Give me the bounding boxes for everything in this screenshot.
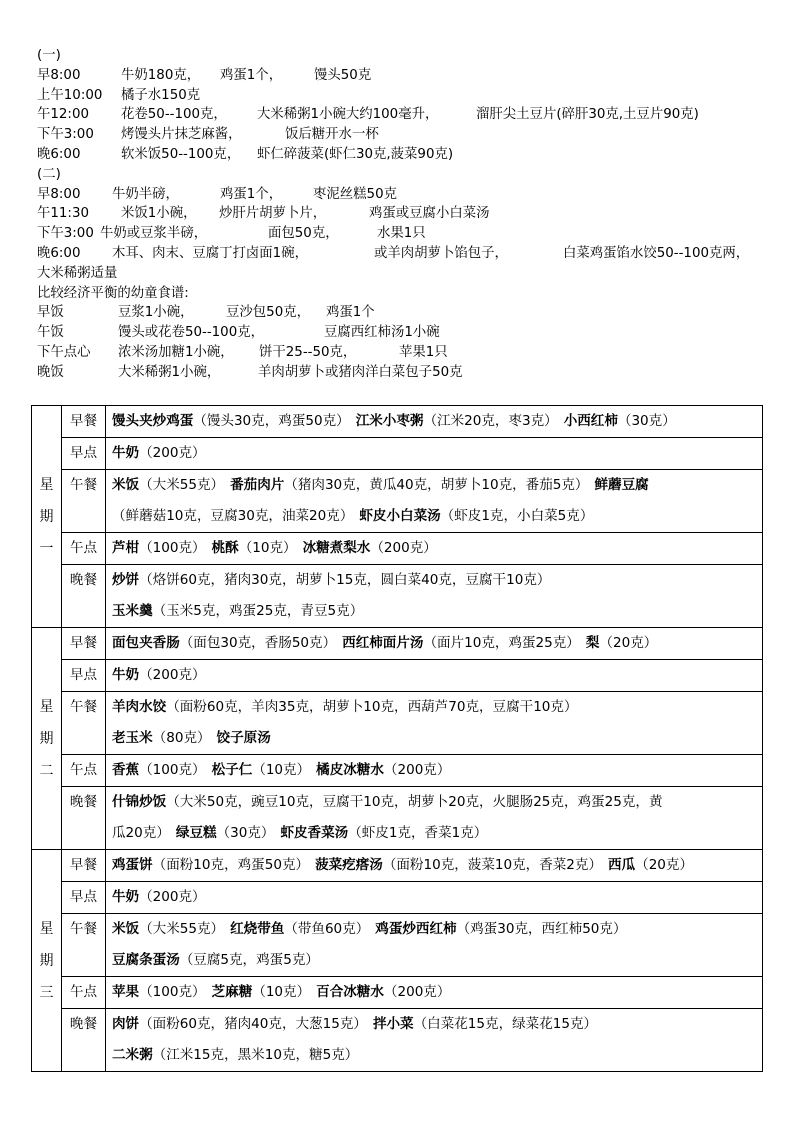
dish: [112, 477, 224, 493]
day-label-char: 期: [39, 730, 54, 747]
meal-type-label: 晚餐: [69, 794, 98, 810]
menu-cell: [106, 470, 763, 533]
meal-type-label: 早餐: [69, 413, 98, 429]
dish-ingredients: （面粉10克，菠菜10克，香菜2克）: [382, 857, 603, 873]
day-label-char: 星: [39, 920, 54, 937]
plan-time: 晚饭: [37, 364, 64, 380]
plan-row: [37, 363, 777, 383]
table-row: [32, 850, 763, 882]
plan-time: 下午3:00: [37, 127, 94, 143]
dish-name: 什锦炒饭: [112, 794, 167, 810]
dish: [112, 699, 578, 715]
dish-name: 百合冰糖水: [316, 984, 384, 1000]
dish: [112, 952, 319, 968]
menu-cell: [106, 406, 763, 438]
dish-ingredients: （带鱼60克）: [284, 921, 370, 937]
plan-item: 枣泥丝糕50克: [313, 186, 397, 202]
dish-ingredients: （200克）: [383, 762, 451, 778]
plan-row: [37, 303, 777, 323]
dish-name: 冰糖煮梨水: [302, 540, 371, 556]
dish-name: 虾皮香菜汤: [280, 825, 349, 841]
dish-name: 江米小枣粥: [355, 413, 424, 429]
dish-name: 拌小菜: [372, 1016, 414, 1032]
plan-row: [37, 323, 777, 343]
plan-row: [37, 105, 777, 125]
day-cell: [32, 406, 62, 628]
dish-ingredients: （烙饼60克，猪肉30克，胡萝卜15克，圆白菜40克，豆腐干10克）: [139, 572, 551, 588]
table-row: [32, 692, 763, 755]
dish: [564, 413, 676, 429]
dish-ingredients: （面粉60克，猪肉40克，大葱15克）: [139, 1016, 367, 1032]
menu-line: [112, 596, 762, 627]
dish-ingredients: （江米20克，枣3克）: [423, 413, 558, 429]
table-row: [32, 565, 763, 628]
dish: [342, 635, 580, 651]
menu-line: [112, 565, 762, 596]
dish: [212, 762, 311, 778]
plan-item: 羊肉胡萝卜或猪肉洋白菜包子50克: [258, 364, 463, 380]
menu-line: [112, 882, 762, 913]
dish-ingredients: （江米15克，黑米10克，糖5克）: [152, 1047, 359, 1063]
dish: [316, 762, 450, 778]
dish: [112, 825, 170, 841]
dish-name: 松子仁: [211, 762, 253, 778]
dish-name: 西瓜: [608, 857, 636, 873]
plan-time: 午12:00: [37, 107, 89, 123]
dish-ingredients: （200克）: [383, 984, 451, 1000]
menu-cell: [106, 660, 763, 692]
menu-line: [112, 850, 762, 881]
menu-line: [112, 628, 762, 659]
dish-ingredients: （面粉60克，羊肉35克，胡萝卜10克，西葫芦70克，豆腐干10克）: [166, 699, 578, 715]
day-label-char: 期: [39, 508, 54, 525]
plan-item: 牛奶半磅，: [112, 186, 179, 202]
table-row: [32, 470, 763, 533]
menu-cell: [106, 628, 763, 660]
dish: [112, 1047, 358, 1063]
dish-ingredients: （30克）: [216, 825, 275, 841]
day-label-char: 星: [39, 476, 54, 493]
plan-row: [37, 185, 777, 205]
dish-ingredients: （大米55克）: [139, 477, 225, 493]
dish-ingredients: （100克）: [139, 540, 206, 556]
meal-type-cell: [62, 438, 106, 470]
table-row: [32, 977, 763, 1009]
dish: [112, 857, 309, 873]
dish: [112, 445, 206, 461]
dish: [356, 413, 558, 429]
plan-item: 烤馒头片抹芝麻酱，: [121, 127, 242, 143]
dish-ingredients: （200克）: [139, 445, 206, 461]
dish: [608, 857, 693, 873]
meal-type-label: 早点: [69, 445, 98, 461]
plan-time: 午饭: [37, 325, 64, 341]
menu-line: [112, 501, 762, 532]
meal-type-cell: [62, 977, 106, 1009]
dish-ingredients: 瓜20克）: [112, 825, 170, 841]
plan-item: 水果1只: [377, 226, 426, 242]
dish: [280, 825, 487, 841]
plan-item: 鸡蛋或豆腐小白菜汤: [369, 206, 490, 222]
dish-name: 菠菜疙瘩汤: [315, 857, 383, 873]
dish-ingredients: （面包30克，香肠50克）: [179, 635, 337, 651]
menu-line: [112, 470, 762, 501]
table-row: [32, 533, 763, 565]
plan-item: 白菜鸡蛋馅水饺50--100克两，: [563, 245, 750, 261]
dish-name: 牛奶: [112, 667, 140, 683]
table-row: [32, 1009, 763, 1072]
dish-ingredients: （面粉10克，鸡蛋50克）: [152, 857, 310, 873]
dish-ingredients: （30克）: [617, 413, 676, 429]
plan-time: 早8:00: [37, 186, 81, 202]
plan-time: 晚6:00: [37, 245, 81, 261]
table-row: [32, 787, 763, 850]
dish-ingredients: （虾皮1克，小白菜5克）: [440, 508, 594, 524]
dish-name: 豆腐条蛋汤: [112, 952, 180, 968]
meal-type-label: 晚餐: [69, 1016, 98, 1032]
dish-ingredients: （80克）: [152, 730, 211, 746]
meal-type-cell: [62, 533, 106, 565]
dish-ingredients: （200克）: [139, 667, 206, 683]
dish-name: 小西红柿: [563, 413, 618, 429]
plan-time: 下午点心: [37, 344, 91, 360]
meal-type-label: 早餐: [69, 857, 98, 873]
economy-heading: [37, 284, 777, 304]
plan-row: [37, 125, 777, 145]
dish-name: 牛奶: [112, 889, 140, 905]
meal-type-cell: [62, 470, 106, 533]
dish-name: 鸡蛋炒西红柿: [375, 921, 457, 937]
menu-cell: [106, 692, 763, 755]
dish: [594, 477, 648, 493]
menu-line: [112, 977, 762, 1008]
dish-name: 香蕉: [112, 762, 140, 778]
meal-type-label: 早点: [69, 667, 98, 683]
dish: [212, 984, 311, 1000]
plan-row: [37, 145, 777, 165]
plan-item: 软米饭50--100克，: [121, 146, 241, 162]
dish: [112, 1016, 367, 1032]
plan-time: 早饭: [37, 305, 64, 321]
dish: [586, 635, 657, 651]
plan-item: 大米稀粥1小碗大约100毫升，: [257, 107, 439, 123]
dish-name: 面包夹香肠: [112, 635, 180, 651]
menu-line: [112, 818, 762, 849]
dish-ingredients: （10克）: [238, 540, 297, 556]
meal-type-label: 晚餐: [69, 572, 98, 588]
table-row: [32, 882, 763, 914]
menu-line: [112, 914, 762, 945]
plan2-heading: [37, 165, 777, 185]
dish-name: 肉饼: [112, 1016, 140, 1032]
plan-item: 馒头或花卷50--100克，: [118, 325, 264, 341]
dish-name: 炒饼: [112, 572, 140, 588]
meal-type-cell: [62, 692, 106, 755]
menu-cell: [106, 1009, 763, 1072]
plan-item: 花卷50--100克，: [121, 107, 227, 123]
plan-item: 牛奶或豆浆半磅，: [100, 226, 208, 242]
day-label-char: 一: [39, 540, 54, 557]
dish-ingredients: （豆腐5克，鸡蛋5克）: [179, 952, 319, 968]
table-row: [32, 660, 763, 692]
plan-item: 豆腐西红柿汤1小碗: [324, 325, 440, 341]
menu-line: [112, 787, 762, 818]
menu-cell: [106, 914, 763, 977]
plan-heading: 比较经济平衡的幼童食谱:: [37, 285, 189, 301]
plan-item: 浓米汤加糖1小碗，: [118, 344, 234, 360]
dish-name: 米饭: [112, 477, 140, 493]
dish-name: 鲜蘑豆腐: [594, 477, 649, 493]
meal-type-label: 午点: [69, 762, 98, 778]
table-row: [32, 755, 763, 787]
dish: [217, 730, 271, 746]
dish-name: 芦柑: [112, 540, 140, 556]
dish: [359, 508, 593, 524]
plan-row: [37, 224, 777, 244]
dish-name: 二米粥: [112, 1047, 153, 1063]
dish-ingredients: （20克）: [635, 857, 694, 873]
dish: [112, 508, 353, 524]
dish-ingredients: （200克）: [139, 889, 206, 905]
plan-item: 米饭1小碗，: [121, 206, 197, 222]
dish: [112, 413, 350, 429]
plan-item: 溜肝尖土豆片(碎肝30克,土豆片90克): [476, 107, 699, 123]
plan-row: [37, 244, 777, 264]
menu-line: [112, 945, 762, 976]
dish: [176, 825, 275, 841]
dish: [212, 540, 297, 556]
dish-name: 番茄肉片: [230, 477, 285, 493]
plan-item: 炒肝片胡萝卜片，: [219, 206, 327, 222]
table-row: [32, 438, 763, 470]
dish-name: 西红柿面片汤: [342, 635, 424, 651]
meal-type-cell: [62, 787, 106, 850]
dish: [112, 603, 363, 619]
dish-ingredients: （100克）: [139, 984, 206, 1000]
meal-type-cell: [62, 406, 106, 438]
plan-row-continuation: [37, 264, 777, 284]
meal-type-label: 午点: [69, 540, 98, 556]
dish-name: 红烧带鱼: [230, 921, 285, 937]
day-label-char: 二: [39, 762, 54, 779]
menu-line: [112, 1009, 762, 1040]
dish-name: 饺子原汤: [216, 730, 271, 746]
dish: [303, 540, 437, 556]
dish-name: 老玉米: [112, 730, 153, 746]
plan-item: 鸡蛋1个: [326, 305, 375, 321]
plan-time: 晚6:00: [37, 146, 81, 162]
plan-item: 牛奶180克，: [121, 67, 201, 83]
meal-type-label: 午餐: [69, 921, 98, 937]
plan-item: 鸡蛋1个，: [220, 186, 283, 202]
diet-plans: [37, 46, 777, 383]
plan-item: 饼干25--50克，: [259, 344, 357, 360]
plan-heading: (一): [37, 48, 61, 63]
dish-ingredients: （玉米5克，鸡蛋25克，青豆5克）: [152, 603, 364, 619]
dish-ingredients: （10克）: [252, 762, 311, 778]
plan-row: [37, 66, 777, 86]
weekly-menu-table: [31, 405, 763, 1072]
meal-type-cell: [62, 914, 106, 977]
meal-type-cell: [62, 850, 106, 882]
dish: [112, 984, 206, 1000]
plan-time: 早8:00: [37, 67, 81, 83]
plan-item: 虾仁碎菠菜(虾仁30克,菠菜90克): [257, 146, 454, 162]
dish-ingredients: （大米55克）: [139, 921, 225, 937]
meal-type-cell: [62, 1009, 106, 1072]
plan-item: 橘子水150克: [121, 87, 201, 103]
dish-ingredients: （100克）: [139, 762, 206, 778]
meal-type-cell: [62, 660, 106, 692]
dish-name: 羊肉水饺: [112, 699, 167, 715]
dish-name: 虾皮小白菜汤: [359, 508, 441, 524]
plan-time: 下午3:00: [37, 226, 94, 242]
dish: [373, 1016, 597, 1032]
menu-cell: [106, 882, 763, 914]
menu-cell: [106, 977, 763, 1009]
menu-line: [112, 406, 762, 437]
dish: [112, 635, 336, 651]
dish-ingredients: （鲜蘑菇10克，豆腐30克，油菜20克）: [112, 508, 354, 524]
plan-row: [37, 343, 777, 363]
menu-cell: [106, 565, 763, 628]
dish: [316, 984, 450, 1000]
meal-type-label: 早餐: [69, 635, 98, 651]
plan-item: 苹果1只: [399, 344, 448, 360]
plan-heading: (二): [37, 166, 61, 182]
table-row: [32, 914, 763, 977]
menu-line: [112, 755, 762, 786]
plan-time: 上午10:00: [37, 87, 103, 103]
menu-line: [112, 660, 762, 691]
dish-name: 梨: [585, 635, 600, 651]
plan-item: 鸡蛋1个，: [220, 67, 283, 83]
dish: [112, 794, 663, 810]
dish: [112, 921, 224, 937]
plan1-heading: [37, 46, 777, 66]
day-label-char: 三: [39, 984, 54, 1001]
table-row: [32, 406, 763, 438]
dish: [315, 857, 602, 873]
plan-item: 大米稀粥1小碗，: [118, 364, 221, 380]
plan-item: 或羊肉胡萝卜馅包子，: [374, 245, 508, 261]
day-cell: [32, 850, 62, 1072]
plan-item: 木耳、肉末、豆腐丁打卤面1碗，: [112, 245, 308, 261]
menu-cell: [106, 755, 763, 787]
day-label-char: 期: [39, 952, 54, 969]
dish-name: 绿豆糕: [175, 825, 217, 841]
dish-ingredients: （猪肉30克，黄瓜40克，胡萝卜10克，番茄5克）: [284, 477, 589, 493]
dish-name: 芝麻糖: [211, 984, 253, 1000]
plan-item: 豆沙包50克，: [226, 305, 310, 321]
plan-item: 饭后糖开水一杯: [285, 127, 379, 143]
day-cell: [32, 628, 62, 850]
meal-type-label: 午餐: [69, 699, 98, 715]
menu-line: [112, 723, 762, 754]
plan-row: [37, 86, 777, 106]
menu-line: [112, 438, 762, 469]
table-row: [32, 628, 763, 660]
meal-type-cell: [62, 882, 106, 914]
dish: [112, 540, 206, 556]
dish: [375, 921, 626, 937]
dish-name: 苹果: [112, 984, 140, 1000]
menu-line: [112, 692, 762, 723]
dish: [230, 477, 588, 493]
meal-type-label: 早点: [69, 889, 98, 905]
dish-ingredients: （大米50克，豌豆10克，豆腐干10克，胡萝卜20克，火腿肠25克，鸡蛋25克，黄: [166, 794, 663, 810]
menu-cell: [106, 533, 763, 565]
menu-cell: [106, 850, 763, 882]
dish: [112, 572, 550, 588]
menu-line: [112, 533, 762, 564]
meal-type-label: 午点: [69, 984, 98, 1000]
dish-name: 鸡蛋饼: [112, 857, 153, 873]
plan-item: 豆浆1小碗，: [118, 305, 194, 321]
dish-name: 橘皮冰糖水: [316, 762, 384, 778]
dish-ingredients: （白菜花15克，绿菜花15克）: [413, 1016, 598, 1032]
dish-name: 桃酥: [211, 540, 239, 556]
dish: [112, 762, 206, 778]
plan-row: [37, 204, 777, 224]
day-label-char: 星: [39, 698, 54, 715]
dish-ingredients: （鸡蛋30克，西红柿50克）: [456, 921, 627, 937]
dish-name: 馒头夹炒鸡蛋: [112, 413, 194, 429]
meal-type-label: 午餐: [69, 477, 98, 493]
plan-item: 大米稀粥适量: [37, 265, 118, 281]
meal-type-cell: [62, 755, 106, 787]
menu-line: [112, 1040, 762, 1071]
dish: [112, 889, 206, 905]
plan-time: 午11:30: [37, 206, 89, 222]
dish-name: 玉米羹: [112, 603, 153, 619]
dish-ingredients: （面片10克，鸡蛋25克）: [423, 635, 580, 651]
dish-ingredients: （馒头30克，鸡蛋50克）: [193, 413, 350, 429]
meal-type-cell: [62, 628, 106, 660]
menu-cell: [106, 787, 763, 850]
dish-name: 米饭: [112, 921, 140, 937]
dish-name: 牛奶: [112, 445, 140, 461]
dish-ingredients: （虾皮1克，香菜1克）: [348, 825, 488, 841]
dish-ingredients: （200克）: [370, 540, 437, 556]
dish: [112, 667, 206, 683]
meal-type-cell: [62, 565, 106, 628]
dish-ingredients: （20克）: [599, 635, 658, 651]
dish-ingredients: （10克）: [252, 984, 311, 1000]
menu-cell: [106, 438, 763, 470]
plan-item: 馒头50克: [314, 67, 372, 83]
dish: [112, 730, 211, 746]
plan-item: 面包50克，: [268, 226, 339, 242]
dish: [230, 921, 369, 937]
